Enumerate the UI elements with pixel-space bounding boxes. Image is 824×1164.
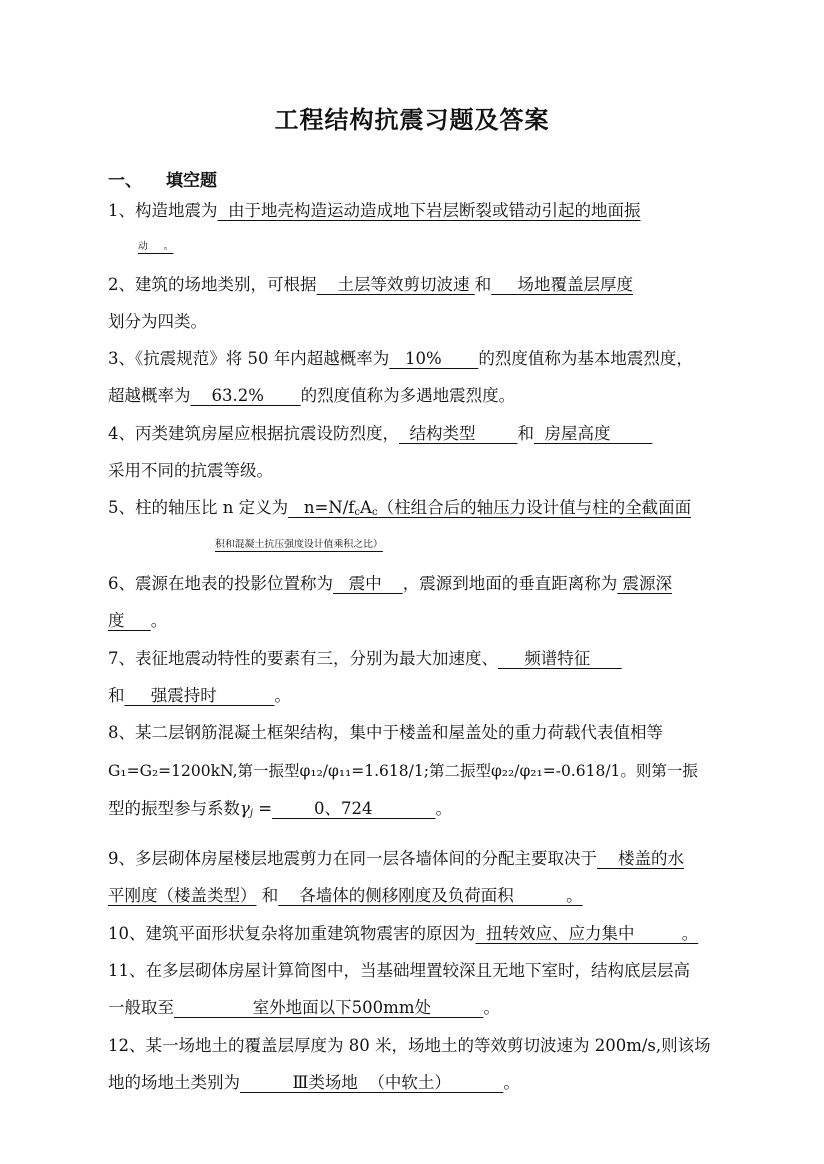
question-text: 4、丙类建筑房屋应根据抗震设防烈度， (108, 424, 399, 443)
question-11-line-2 (108, 996, 784, 1020)
question-text: 。 (483, 998, 500, 1017)
answer-blank: 楼盖的水 (597, 849, 684, 868)
question-4-line-1 (108, 422, 784, 446)
page-title: 工程结构抗震习题及答案 (274, 106, 550, 134)
question-text: 10、建筑平面形状复杂将加重建筑物震害的原因为 (108, 924, 476, 943)
section-heading (108, 166, 217, 191)
answer-blank: 扭转效应、应力集中 。 (475, 924, 699, 943)
question-text: 。 (274, 686, 291, 705)
question-1-line-2 (138, 235, 814, 259)
section-label: 填空题 (166, 171, 217, 191)
answer-blank (288, 498, 691, 517)
question-8-line-1 (108, 721, 784, 745)
question-text: 型的振型参与系数 (108, 799, 240, 818)
formula-text: （柱组合后的轴压力设计值与柱的全截面面 (377, 498, 692, 517)
question-text: 6、震源在地表的投影位置称为 (108, 574, 333, 593)
question-text: G₁=G₂=1200kN,第一振型φ₁₂/φ₁₁=1.618/1;第二振型φ₂₂/φ₂₁=-0.618/1。则第一振 (108, 762, 698, 780)
question-6-line-1 (108, 572, 784, 596)
question-8-line-2 (108, 759, 784, 783)
question-text: 和 (517, 424, 534, 443)
question-3-line-1 (108, 347, 784, 371)
question-text: 。 (435, 799, 452, 818)
question-text: 8、某二层钢筋混凝土框架结构，集中于楼盖和屋盖处的重力荷载代表值相等 (108, 723, 663, 742)
question-text: 2、建筑的场地类别，可根据 (108, 275, 317, 294)
question-5-line-1 (108, 496, 784, 525)
formula-subscript: c (354, 507, 361, 518)
question-1-line-1 (108, 199, 784, 223)
question-text: 划分为四类。 (108, 312, 207, 331)
question-2-line-2 (108, 310, 784, 334)
question-7-line-2 (108, 684, 784, 708)
question-text: 7、表征地震动特性的要素有三，分别为最大加速度、 (108, 649, 498, 668)
answer-blank: 强震持时 (124, 686, 275, 705)
question-text: 3、《抗震规范》将 50 年内超越概率为 (108, 349, 390, 368)
answer-blank: 平刚度（楼盖类型） (108, 886, 257, 905)
answer-blank: 震中 (333, 574, 403, 593)
answer-blank: 动 。 (138, 241, 174, 252)
question-2-line-1 (108, 273, 784, 297)
question-text: 。 (150, 611, 168, 630)
question-12-line-2 (108, 1071, 784, 1095)
answer-blank: 63.2% (190, 386, 301, 405)
question-4-line-2 (108, 459, 784, 483)
question-11-line-1 (108, 959, 784, 983)
question-text: 采用不同的抗震等级。 (108, 461, 273, 480)
question-text: = (252, 799, 273, 818)
formula-text: n=N/f (288, 498, 355, 517)
question-text: ，震源到地面的垂直距离称为 (402, 574, 618, 593)
formula-subscript: c (371, 507, 378, 518)
answer-blank: 由于地壳构造运动造成地下岩层断裂或错动引起的地面振 (217, 201, 641, 220)
question-text: 超越概率为 (108, 386, 191, 405)
answer-blank: 积和混凝土抗压强度设计值乘积之比） (215, 539, 383, 550)
question-text: 的烈度值称为基本地震烈度， (478, 349, 693, 368)
formula-text: A (360, 498, 372, 517)
answer-blank: 房屋高度 (533, 424, 653, 443)
gamma-symbol: γ (240, 799, 250, 818)
question-text: 9、多层砌体房屋楼层地震剪力在同一层各墙体间的分配主要取决于 (108, 849, 597, 868)
answer-blank: 土层等效剪切波速 (316, 275, 475, 294)
question-text: 。 (503, 1073, 520, 1092)
question-text: 1、构造地震为 (108, 201, 218, 220)
answer-blank: 室外地面以下500mm处 (174, 998, 484, 1017)
question-text: 5、柱的轴压比 n 定义为 (108, 498, 289, 517)
question-9-line-1 (108, 847, 784, 871)
question-12-line-1 (108, 1034, 784, 1058)
question-9-line-2 (108, 884, 784, 908)
question-7-line-1 (108, 647, 784, 671)
answer-blank: 度 (108, 611, 151, 630)
question-text: 的烈度值称为多遇地震烈度。 (300, 386, 516, 405)
answer-blank: 场地覆盖层厚度 (491, 275, 633, 294)
answer-blank: 频谱特征 (498, 649, 622, 668)
answer-blank: 各墙体的侧移刚度及负荷面积 。 (278, 886, 583, 905)
answer-blank: 0、724 (272, 799, 436, 818)
question-8-line-3 (108, 797, 784, 826)
question-text: 12、某一场地土的覆盖层厚度为 80 米，场地土的等效剪切波速为 200m/s,则该场 (108, 1036, 711, 1055)
question-text: 和 (108, 686, 125, 705)
answer-blank: 震源深 (617, 574, 672, 593)
gamma-subscript: j (249, 808, 253, 819)
answer-blank: Ⅲ类场地 （中软土） (240, 1073, 504, 1092)
question-10-line-1 (108, 922, 784, 946)
section-number: 一、 (108, 171, 142, 191)
question-text: 和 (474, 275, 492, 294)
question-text: 和 (256, 886, 279, 905)
question-3-line-2 (108, 384, 784, 408)
question-text: 11、在多层砌体房屋计算简图中，当基础埋置较深且无地下室时，结构底层层高 (108, 961, 690, 980)
answer-blank: 10% (389, 349, 479, 368)
question-6-line-2 (108, 609, 784, 633)
question-text: 地的场地土类别为 (108, 1073, 240, 1092)
answer-blank: 结构类型 (399, 424, 518, 443)
question-text: 一般取至 (108, 998, 174, 1017)
question-5-line-2 (215, 533, 824, 557)
